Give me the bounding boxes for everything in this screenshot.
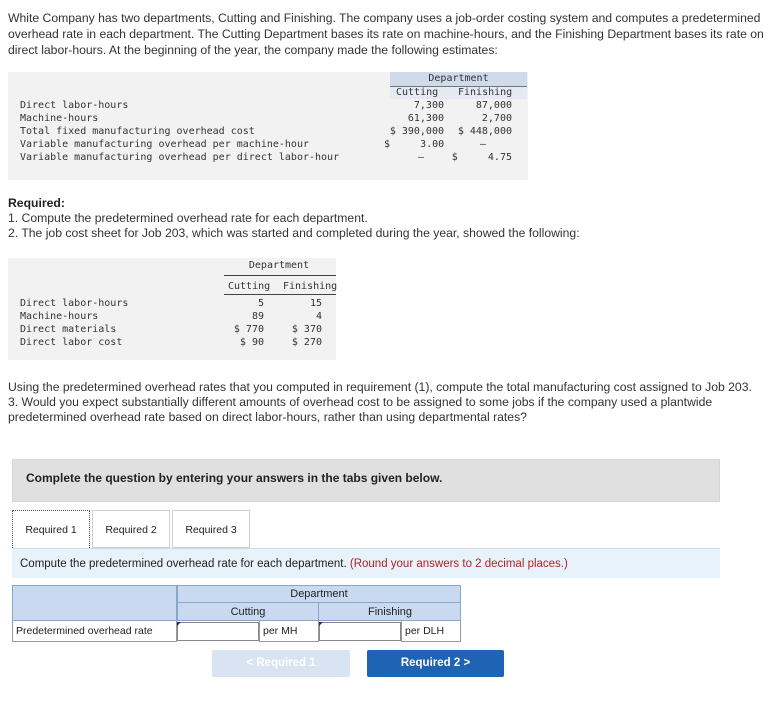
cell-finishing: 4 — [315, 311, 322, 322]
required-item-2: 2. The job cost sheet for Job 203, which was started and completed during the year, showed the following: — [8, 226, 580, 240]
col-finishing: Finishing — [458, 87, 513, 98]
tab-required-3[interactable]: Required 3 — [172, 510, 250, 548]
estimates-table — [8, 72, 528, 180]
finishing-unit: per DLH — [401, 621, 461, 642]
cell-cutting: $ 770 — [233, 324, 264, 335]
row-label: Direct materials — [20, 324, 117, 335]
instruction-bar — [12, 548, 720, 578]
problem-intro: White Company has two departments, Cutting and Finishing. The company uses a job-order costing system and computes a predetermined overhead rate in each department. The Cutting Department bases its rate on machine-hours, and the Finishing Department bases its rate on direct labor-hours. At the beginning of the year, the company made the following estimates: — [8, 11, 764, 57]
tab-required-1[interactable]: Required 1 — [12, 510, 90, 548]
row-label: Direct labor-hours — [20, 100, 129, 111]
col-finishing: Finishing — [283, 281, 338, 292]
required-title: Required: — [8, 196, 65, 210]
col-cutting: Cutting — [228, 281, 271, 292]
prev-required-button[interactable]: < Required 1 — [212, 650, 350, 677]
row-label: Variable manufacturing overhead per direct labor-hour — [20, 152, 340, 163]
finishing-rate-input[interactable] — [319, 622, 401, 641]
row-label: Machine-hours — [20, 311, 99, 322]
row-label: Direct labor cost — [20, 337, 123, 348]
row-label: Machine-hours — [20, 113, 99, 124]
cell-cutting: $ 390,000 — [389, 126, 444, 137]
complete-banner-text: Complete the question by entering your answers in the tabs given below. — [26, 471, 443, 485]
rounding-note: (Round your answers to 2 decimal places.) — [349, 558, 568, 570]
instruction-main: Compute the predetermined overhead rate for each department. — [20, 558, 347, 570]
instruction-text — [20, 558, 568, 570]
row-label: Direct labor-hours — [20, 298, 129, 309]
cell-cutting: 5 — [257, 298, 264, 309]
input-marker-icon — [319, 622, 323, 626]
answer-col-finishing: Finishing — [367, 606, 413, 618]
tab-required-2[interactable]: Required 2 — [92, 510, 170, 548]
cell-cutting: 89 — [251, 311, 264, 322]
cell-finishing: $ 4.75 — [451, 152, 512, 163]
answer-row-label: Predetermined overhead rate — [12, 621, 177, 642]
required-item-1: 1. Compute the predetermined overhead rate for each department. — [8, 211, 368, 225]
row-label: Total fixed manufacturing overhead cost — [20, 126, 255, 137]
answer-col-cutting: Cutting — [230, 606, 266, 618]
cell-finishing: 2,700 — [481, 113, 512, 124]
cell-finishing: 15 — [309, 298, 322, 309]
required-section — [8, 196, 773, 241]
answer-table — [12, 585, 461, 642]
cell-cutting: – — [417, 152, 425, 163]
requirement-2-text: Using the predetermined overhead rates that you computed in requirement (1), compute the total manufacturing cost assigned to Job 203. — [8, 380, 752, 394]
cell-finishing: – — [479, 139, 487, 150]
cutting-rate-input[interactable] — [177, 622, 259, 641]
answer-dept-header: Department — [290, 588, 348, 600]
cell-cutting: $ 90 — [239, 337, 264, 348]
cell-finishing: $ 448,000 — [457, 126, 512, 137]
job203-table — [8, 258, 336, 360]
input-marker-icon — [177, 622, 181, 626]
cell-finishing: $ 270 — [291, 337, 322, 348]
requirement-3-text: 3. Would you expect substantially different amounts of overhead cost to be assigned to some jobs if the company used a plantwide predetermined overhead rate based on direct labor-hours, rather than using departmental rates? — [8, 395, 713, 424]
cell-cutting: 61,300 — [407, 113, 444, 124]
next-required-button[interactable]: Required 2 > — [367, 650, 504, 677]
cell-cutting: $ 3.00 — [384, 139, 445, 150]
dept-header: Department — [248, 260, 310, 271]
cell-cutting: 7,300 — [413, 100, 444, 111]
col-cutting: Cutting — [396, 87, 439, 98]
cell-finishing: $ 370 — [291, 324, 322, 335]
cell-finishing: 87,000 — [475, 100, 512, 111]
cutting-unit: per MH — [259, 621, 319, 642]
row-label: Variable manufacturing overhead per machine-hour — [20, 139, 309, 150]
complete-banner — [12, 459, 720, 502]
dept-header: Department — [428, 73, 489, 84]
remaining-requirements — [8, 380, 780, 425]
